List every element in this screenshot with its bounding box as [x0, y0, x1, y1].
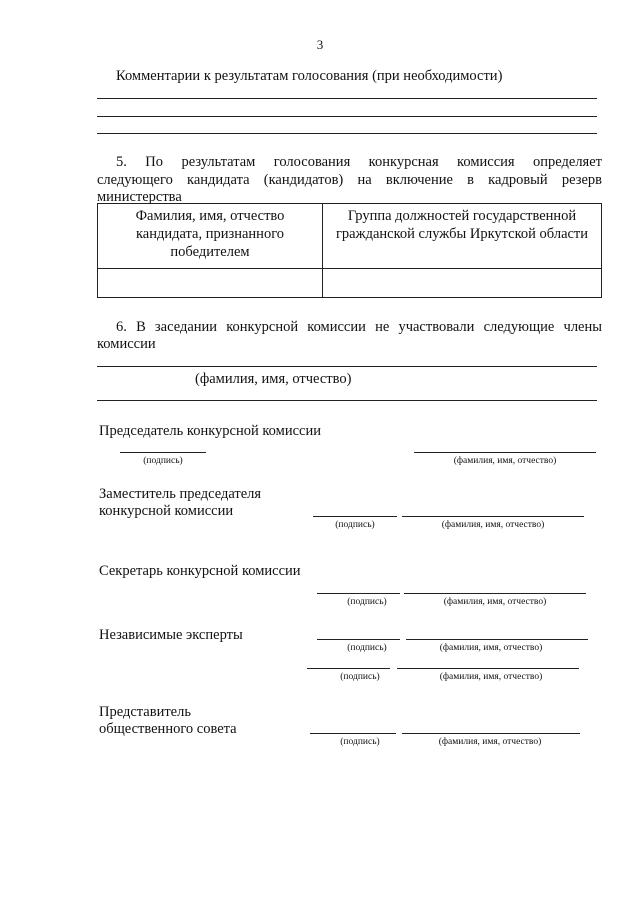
absent-fio-caption: (фамилия, имя, отчество) — [195, 371, 352, 387]
section5-line-3: министерства — [97, 189, 182, 205]
chairman-signature-caption: (подпись) — [143, 456, 183, 466]
chairman-name-caption: (фамилия, имя, отчество) — [453, 456, 557, 466]
header-candidate-name: Фамилия, имя, отчество кандидата, признанного победителем — [98, 204, 323, 269]
secretary-signature-line[interactable] — [317, 593, 400, 594]
absent-members-line-2[interactable] — [97, 400, 597, 401]
candidates-table — [97, 203, 602, 298]
expert-1-name-line[interactable] — [406, 639, 588, 640]
secretary-label: Секретарь конкурсной комиссии — [99, 563, 301, 579]
public-council-name-line[interactable] — [402, 733, 580, 734]
header-position-group: Группа должностей государственной гражданской службы Иркутской области — [323, 204, 602, 269]
comments-heading: Комментарии к результатам голосования (при необходимости) — [116, 68, 503, 84]
deputy-signature-line[interactable] — [313, 516, 397, 517]
chairman-signature-line[interactable] — [120, 452, 206, 453]
expert-1-signature-caption: (подпись) — [347, 643, 387, 653]
section6-line-2: комиссии — [97, 336, 156, 352]
comments-line-2[interactable] — [97, 116, 597, 117]
cell-position-group[interactable] — [323, 269, 602, 298]
comments-line-1[interactable] — [97, 98, 597, 99]
secretary-name-caption: (фамилия, имя, отчество) — [443, 597, 547, 607]
expert-1-name-caption: (фамилия, имя, отчество) — [439, 643, 543, 653]
absent-members-line[interactable] — [97, 366, 597, 367]
expert-2-name-line[interactable] — [397, 668, 579, 669]
secretary-name-line[interactable] — [404, 593, 586, 594]
deputy-label-line-1: Заместитель председателя — [99, 486, 262, 502]
public-council-label-line-1: Представитель — [99, 704, 191, 720]
expert-1-signature-line[interactable] — [317, 639, 400, 640]
table-row — [98, 269, 602, 298]
chairman-label: Председатель конкурсной комиссии — [99, 423, 321, 439]
cell-candidate-name[interactable] — [98, 269, 323, 298]
public-council-name-caption: (фамилия, имя, отчество) — [438, 737, 542, 747]
section5-line-2: следующего кандидата (кандидатов) на включение в кадровый резерв — [97, 172, 602, 188]
experts-label: Независимые эксперты — [99, 627, 243, 643]
expert-2-signature-line[interactable] — [307, 668, 390, 669]
expert-2-name-caption: (фамилия, имя, отчество) — [439, 672, 543, 682]
page-number: 3 — [316, 37, 324, 52]
expert-2-signature-caption: (подпись) — [340, 672, 380, 682]
public-council-signature-line[interactable] — [310, 733, 396, 734]
deputy-name-caption: (фамилия, имя, отчество) — [441, 520, 545, 530]
deputy-label-line-2: конкурсной комиссии — [99, 503, 234, 519]
comments-line-3[interactable] — [97, 133, 597, 134]
table-header-row — [98, 204, 602, 269]
section6-line-1: 6. В заседании конкурсной комиссии не участвовали следующие члены — [116, 319, 602, 335]
public-council-label-line-2: общественного совета — [99, 721, 237, 737]
deputy-name-line[interactable] — [402, 516, 584, 517]
section5-line-1: 5. По результатам голосования конкурсная комиссия определяет — [116, 154, 602, 170]
chairman-name-line[interactable] — [414, 452, 596, 453]
secretary-signature-caption: (подпись) — [347, 597, 387, 607]
deputy-signature-caption: (подпись) — [335, 520, 375, 530]
public-council-signature-caption: (подпись) — [340, 737, 380, 747]
